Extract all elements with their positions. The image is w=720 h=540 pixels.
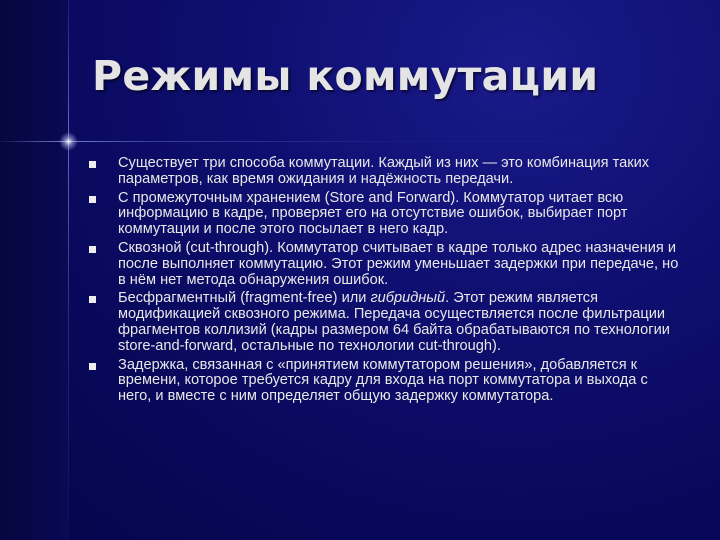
bullet-item [82,358,682,405]
horizontal-decorative-line [0,141,720,142]
bullet-text: Существует три способа коммутации. Каждый из них — это комбинация таких параметров, как время ожидания и надёжность передачи. [118,155,650,187]
bullet-emphasis: гибридный [370,290,446,307]
bullet-text: Задержка, связанная с «принятием коммутатором решения», добавляется к времени, которое требуется кадру для входа на порт коммутатора и выхода с него, и вместе с ним определяет общую задержку коммутатора. [118,356,648,405]
bullet-item [82,191,682,238]
bullet-text [118,291,682,354]
vertical-decorative-line [68,0,69,540]
slide-title: Режимы коммутации [92,52,599,100]
bullet-text: С промежуточным хранением (Store and Forward). Коммутатор читает всю информацию в кадре, проверяет его на отсутствие ошибок, выбирает порт коммутации и после этого посылает в него кадр. [118,189,628,238]
left-decorative-band [0,0,68,540]
bullet-item [82,156,682,188]
bullet-item [82,241,682,288]
bullet-item [82,291,682,354]
square-bullet-icon [89,161,96,168]
bullet-list [82,156,682,408]
bullet-text: Сквозной (cut-through). Коммутатор считывает в кадре только адрес назначения и после выполняет коммутацию. Этот режим уменьшает задержки при передаче, но в нём нет метода обнаружения ошибок. [118,239,679,288]
square-bullet-icon [89,296,96,303]
square-bullet-icon [89,196,96,203]
bullet-text-before: Бесфрагментный (fragment-free) или [118,290,371,307]
sparkle-icon [59,132,78,151]
square-bullet-icon [89,363,96,370]
square-bullet-icon [89,246,96,253]
bullet-text-after: . Этот режим является модификацией сквозного режима. Передача осуществляется после фильтрации фрагментов коллизий (кадры размером 64 байта обрабатываются по технологии store-and-forward, остальные по технологии cut-through). [118,290,670,354]
